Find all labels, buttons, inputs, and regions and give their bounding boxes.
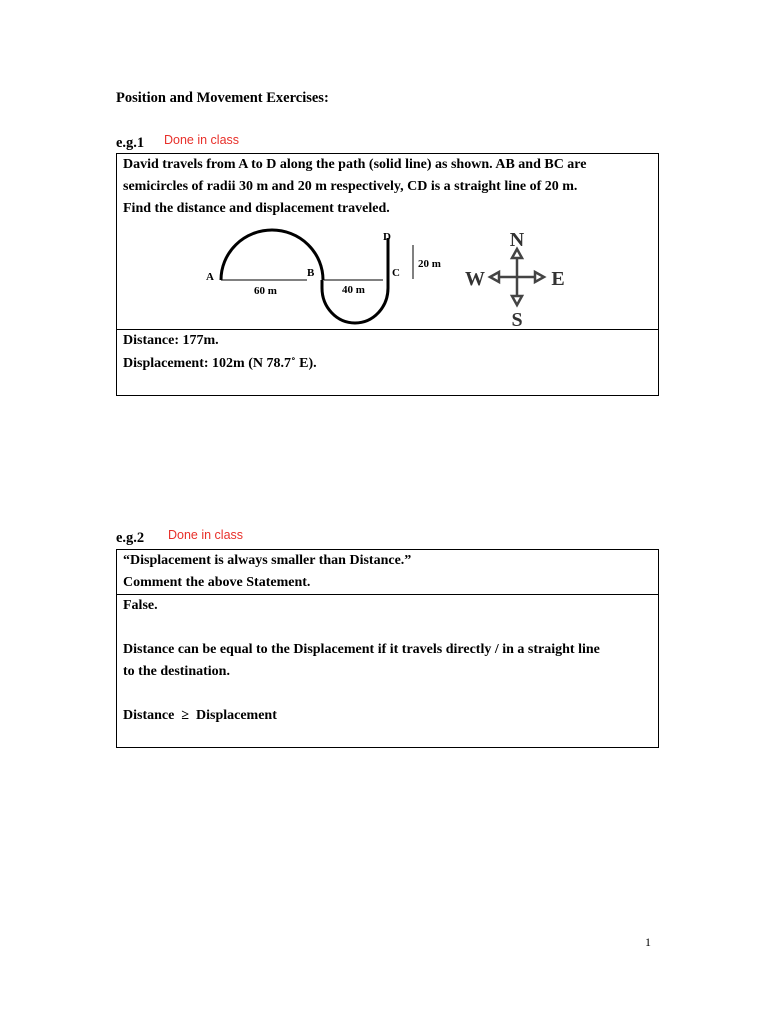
point-c-label: C [392,267,400,279]
example-2-label: e.g.2 [116,530,145,546]
point-a-label: A [206,271,214,283]
example-1-note: Done in class [164,133,240,147]
compass-rose [459,226,579,330]
example-2-question-line: Comment the above Statement. [123,575,311,590]
page-title: Position and Movement Exercises: [116,90,329,106]
compass-north-label: N [509,229,525,251]
example-1-label: e.g.1 [116,135,145,151]
compass-east-label: E [551,268,565,290]
compass-west-label: W [465,268,485,290]
example-2-answer-line: False. [123,598,158,613]
example-2-answer-line: to the destination. [123,664,230,679]
example-2-question-line: “Displacement is always smaller than Distance.” [123,553,412,568]
example-2-answer-line: Distance can be equal to the Displacement if it travels directly / in a straight line [123,642,600,657]
example-1-question-line: semicircles of radii 30 m and 20 m respectively, CD is a straight line of 20 m. [123,179,578,194]
dimension-cd-label: 20 m [418,258,441,270]
point-b-label: B [307,267,315,279]
example-1-answer-box [116,329,659,396]
distance-answer: Distance: 177m. [123,333,219,348]
page-number: 1 [645,935,651,949]
example-2-answer-line: Distance ≥ Displacement [123,708,277,723]
example-2-note: Done in class [168,528,244,542]
example-2-answer-box [116,594,659,748]
example-1-question-line: David travels from A to D along the path (solid line) as shown. AB and BC are [123,157,587,172]
dimension-ab-label: 60 m [254,285,277,297]
dimension-bc-label: 40 m [342,284,365,296]
example-1-question-box [116,153,659,330]
example-1-question-line: Find the distance and displacement traveled. [123,201,390,216]
displacement-answer: Displacement: 102m (N 78.7˚ E). [123,356,317,371]
point-d-label: D [383,231,391,243]
compass-south-label: S [511,309,523,330]
example-2-question-box [116,549,659,595]
